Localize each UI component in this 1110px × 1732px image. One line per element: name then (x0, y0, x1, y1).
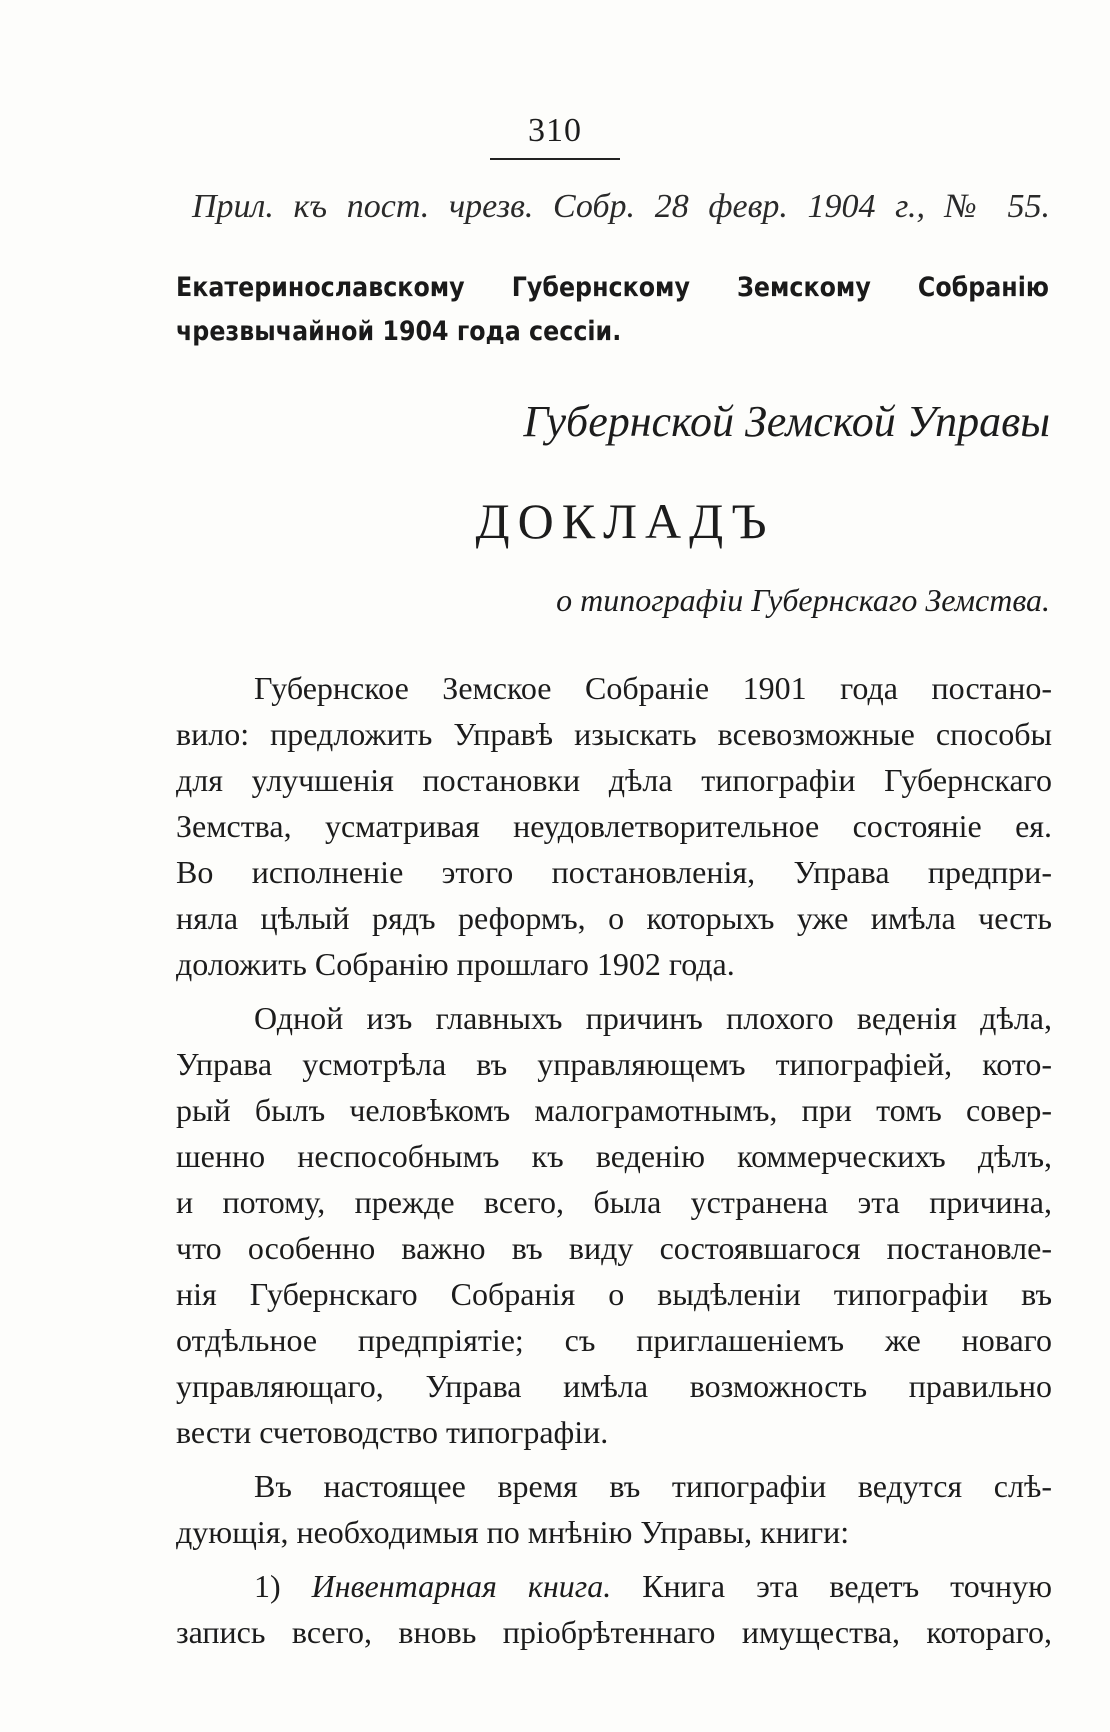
annex-reference: Прил. къ пост. чрезв. Собр. 28 февр. 1904 г., № 55. (192, 188, 1050, 225)
body-line: рый былъ человѣкомъ малограмотнымъ, при томъ совер- (176, 1092, 1052, 1128)
body-line: шенно неспособнымъ къ веденію коммерческихъ дѣлъ, (176, 1138, 1052, 1174)
issuer-heading: Губернской Земской Управы (523, 397, 1050, 446)
body-line: управляющаго, Управа имѣла возможность правильно (176, 1368, 1052, 1404)
body-line: отдѣльное предпріятіе; съ приглашеніемъ же новаго (176, 1322, 1052, 1358)
body-line: Одной изъ главныхъ причинъ плохого веденія дѣла, (254, 1000, 1052, 1036)
body-line: Во исполненіе этого постановленія, Управа предпри- (176, 854, 1052, 890)
item-number: 1) (254, 1568, 281, 1604)
body-line: няла цѣлый рядъ реформъ, о которыхъ уже имѣла честь (176, 900, 1052, 936)
body-line: запись всего, вновь пріобрѣтеннаго имущества, котораго, (176, 1614, 1052, 1650)
page-number: 310 (528, 112, 582, 149)
body-line: для улучшенія постановки дѣла типографіи Губернскаго (176, 762, 1052, 798)
item-text: Книга эта ведетъ точную (642, 1568, 1052, 1604)
document-subject: о типографіи Губернскаго Земства. (556, 582, 1050, 618)
addressee-line-1: Екатеринославскому Губернскому Земскому Собранію (176, 272, 1049, 303)
body-line: вести счетоводство типографіи. (176, 1414, 609, 1450)
body-line: вило: предложить Управѣ изыскать всевозможные способы (176, 716, 1052, 752)
document-title: ДОКЛАДЪ (475, 493, 775, 549)
body-line: Въ настоящее время въ типографіи ведутся слѣ- (254, 1468, 1052, 1504)
body-line: Управа усмотрѣла въ управляющемъ типографіей, кото- (176, 1046, 1052, 1082)
body-line: дующія, необходимыя по мнѣнію Управы, книги: (176, 1514, 850, 1550)
body-line: Земства, усматривая неудовлетворительное состояніе ея. (176, 808, 1052, 844)
body-line: что особенно важно въ виду состоявшагося постановле- (176, 1230, 1052, 1266)
body-line: доложить Собранію прошлаго 1902 года. (176, 946, 735, 982)
body-line: нія Губернскаго Собранія о выдѣленіи типографіи въ (176, 1276, 1052, 1312)
body-line: Губернское Земское Собраніе 1901 года постано- (254, 670, 1052, 706)
page-number-rule (490, 158, 620, 160)
list-item (254, 1566, 1052, 1606)
item-title: Инвентарная книга. (311, 1568, 612, 1604)
body-line: и потому, прежде всего, была устранена эта причина, (176, 1184, 1052, 1220)
addressee-line-2: чрезвычайной 1904 года сессіи. (176, 316, 622, 347)
